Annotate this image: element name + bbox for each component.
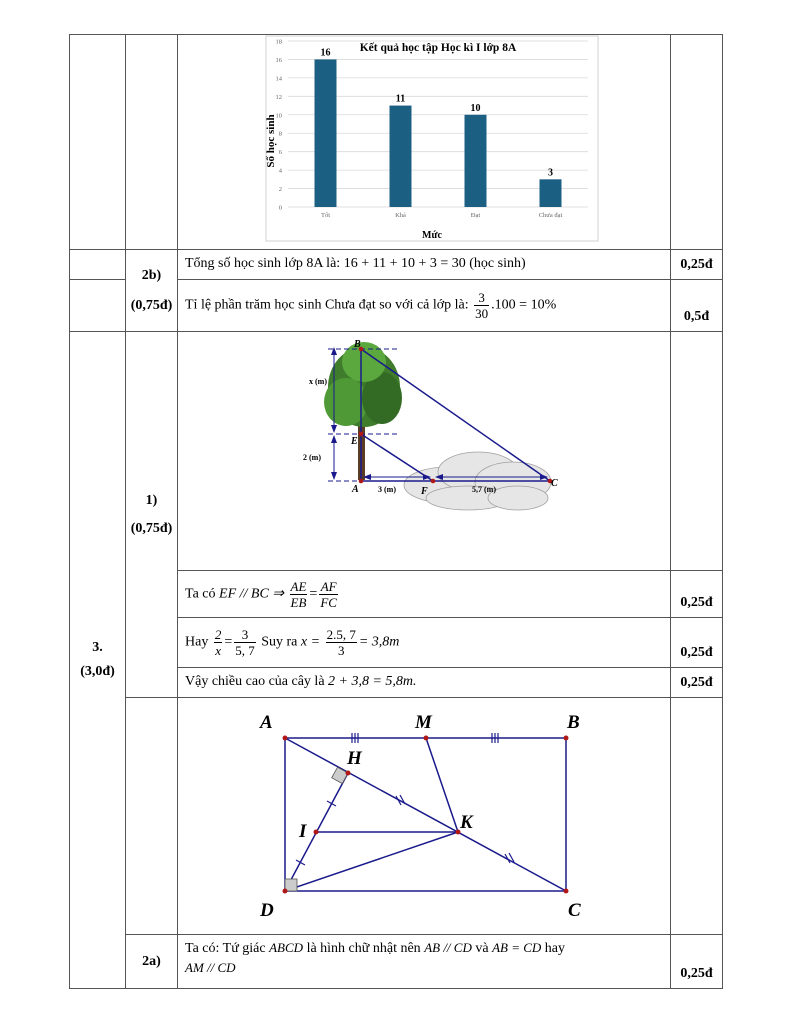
step-similar-ratio: Ta có EF // BC ⇒ $\frac{AE}{EB}$ = $\frac{AF}{FC}$ bbox=[178, 571, 671, 618]
y-tick-label: 4 bbox=[278, 167, 282, 175]
chart-ylabel: Số học sinh bbox=[265, 114, 277, 168]
empty-part-cell bbox=[126, 698, 178, 935]
label-3-m: 3 (m) bbox=[378, 485, 396, 494]
tree-illustration bbox=[324, 342, 402, 480]
bar-3 bbox=[540, 179, 562, 207]
score: 0,25đ bbox=[671, 668, 723, 698]
bar-2 bbox=[465, 115, 487, 207]
chart-xlabel: Mức bbox=[422, 230, 442, 241]
rectangle-abcd-figure bbox=[178, 698, 618, 933]
point-a-label: A bbox=[260, 712, 273, 733]
part-points: (0,75đ) bbox=[130, 520, 173, 536]
score: 0,25đ bbox=[671, 571, 723, 618]
empty-score-cell bbox=[671, 35, 723, 250]
data-label: 16 bbox=[320, 47, 331, 59]
label-x-m: x (m) bbox=[309, 377, 327, 386]
y-tick-label: 0 bbox=[278, 204, 282, 212]
fraction: $\frac{3}{30}$ bbox=[475, 290, 489, 321]
score: 0,25đ bbox=[671, 250, 723, 280]
point-e-label: E bbox=[351, 436, 358, 447]
y-tick-label: 6 bbox=[278, 149, 282, 157]
point-c-label: C bbox=[551, 478, 558, 489]
total-students-text: Tổng số học sinh lớp 8A là: 16 + 11 + 10 + 3 = 30 (học sinh) bbox=[178, 250, 671, 280]
score: 0,25đ bbox=[671, 618, 723, 668]
point-f-label: F bbox=[421, 486, 428, 497]
data-label: 3 bbox=[548, 167, 553, 179]
question-points: (3,0đ) bbox=[80, 664, 115, 679]
y-tick-label: 10 bbox=[275, 112, 282, 120]
tree-figure-cell bbox=[178, 332, 671, 571]
y-tick-label: 8 bbox=[278, 130, 282, 138]
empty-question-cell bbox=[70, 35, 126, 250]
point-d-label: D bbox=[260, 900, 274, 921]
right-angle-d bbox=[285, 879, 297, 891]
question-3-label-cell bbox=[70, 332, 126, 989]
label-57-m: 5,7 (m) bbox=[472, 485, 496, 494]
point-b-label: B bbox=[567, 712, 580, 733]
y-tick-label: 14 bbox=[275, 75, 282, 83]
empty-question-cell bbox=[70, 250, 126, 280]
step-tree-height: Vậy chiều cao của cây là 2 + 3,8 = 5,8m. bbox=[178, 668, 671, 698]
empty-score-cell bbox=[671, 698, 723, 935]
grading-table bbox=[69, 34, 723, 989]
category-label: Khá bbox=[395, 212, 406, 219]
step-rectangle-property: Ta có: Tứ giác ABCD là hình chữ nhật nên AB // CD và AB = CD hay AM // CD bbox=[178, 935, 671, 989]
point-h-label: H bbox=[347, 748, 362, 769]
point-a-label: A bbox=[352, 484, 359, 495]
tree-height-figure bbox=[178, 332, 618, 569]
part-1-label-cell bbox=[126, 332, 178, 698]
part-points: (0,75đ) bbox=[130, 297, 173, 313]
right-angle-h bbox=[332, 767, 348, 783]
y-tick-label: 12 bbox=[275, 93, 282, 101]
category-label: Chưa đạt bbox=[538, 212, 563, 219]
segment-ef bbox=[361, 434, 433, 481]
y-tick-label: 2 bbox=[278, 186, 282, 194]
part-2b-label-cell bbox=[126, 250, 178, 332]
bar-1 bbox=[390, 106, 412, 207]
empty-score-cell bbox=[671, 332, 723, 571]
step-solve-x: Hay $\frac{2}{x}$ = $\frac{3}{5, 7}$ Suy ra x = $\frac{2.5, 7}{3}$ = 3,8m bbox=[178, 618, 671, 668]
point-b-label: B bbox=[354, 339, 361, 350]
y-tick-label: 18 bbox=[275, 38, 282, 46]
category-label: Tốt bbox=[320, 212, 331, 219]
point-c-label: C bbox=[568, 900, 581, 921]
y-tick-label: 16 bbox=[275, 56, 282, 64]
data-label: 10 bbox=[470, 102, 481, 114]
part-2a-label-cell bbox=[126, 935, 178, 989]
bar-0 bbox=[315, 59, 337, 207]
part-label: 2a) bbox=[142, 953, 161, 969]
chart-title: Kết quả học tập Học kì I lớp 8A bbox=[359, 42, 517, 54]
empty-question-cell bbox=[70, 280, 126, 332]
part-label: 2b) bbox=[141, 267, 162, 283]
point-i-label: I bbox=[299, 821, 307, 842]
data-label: 11 bbox=[395, 93, 406, 105]
score: 0,5đ bbox=[671, 280, 723, 332]
part-label: 1) bbox=[145, 492, 158, 508]
category-label: Đạt bbox=[470, 212, 481, 219]
score: 0,25đ bbox=[671, 935, 723, 989]
chart-cell bbox=[178, 35, 671, 250]
segment-ac bbox=[285, 738, 566, 891]
question-label: 3. bbox=[92, 640, 103, 655]
label-2-m: 2 (m) bbox=[303, 453, 321, 462]
bar-chart bbox=[178, 35, 618, 248]
percentage-text: Tỉ lệ phần trăm học sinh Chưa đạt so với cả lớp là: $\frac{3}{30}$ .100 = 10% bbox=[178, 280, 671, 332]
point-k-label: K bbox=[460, 812, 473, 833]
rectangle-figure-cell bbox=[178, 698, 671, 935]
point-m-label: M bbox=[415, 712, 432, 733]
empty-part-cell bbox=[126, 35, 178, 250]
